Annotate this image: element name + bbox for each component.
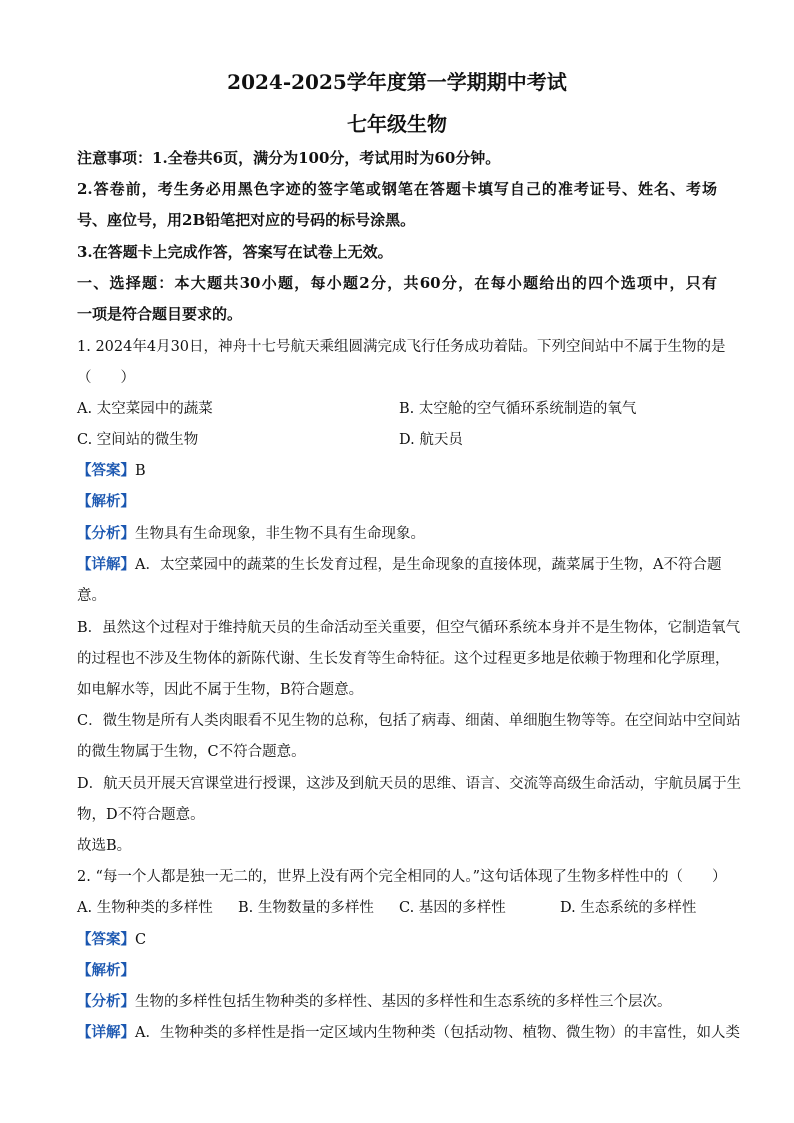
q2-answer	[77, 928, 717, 949]
answer-tag: 【答案】	[77, 931, 135, 948]
q1-stem-line-2: （ ）	[77, 370, 135, 386]
section-heading-line-1: 一、选择题：本大题共30小题，每小题2分，共60分，在每小题给出的四个选项中，只有	[77, 274, 717, 292]
q1-analysis-heading	[77, 490, 717, 511]
q2-option-c: C. 基因的多样性	[399, 900, 506, 916]
exam-subtitle: 七年级生物	[347, 112, 447, 136]
answer-value: C	[135, 932, 147, 948]
q1-detail-b-line-1: B．虽然这个过程对于维持航天员的生命活动至关重要，但空气循环系统本身并不是生物体，它制造氧气	[77, 620, 741, 636]
q2-option-b: B. 生物数量的多样性	[238, 900, 374, 916]
detail-a-text: A．太空菜园中的蔬菜的生长发育过程，是生命现象的直接体现，蔬菜属于生物，A不符合题	[135, 557, 722, 573]
note-3: 3.在答题卡上完成作答，答案写在试卷上无效。	[77, 243, 393, 261]
q1-detail-b-line-2: 的过程也不涉及生物体的新陈代谢、生长发育等生命特征。这个过程更多地是依赖于物理和化学原理，	[77, 651, 730, 667]
section-heading-line-2: 一项是符合题目要求的。	[77, 305, 243, 323]
q2-fenxi	[77, 990, 717, 1011]
q1-option-d: D. 航天员	[399, 432, 463, 448]
answer-value: B	[135, 463, 146, 479]
q1-detail-c-line-2: 的微生物属于生物，C不符合题意。	[77, 744, 306, 760]
q1-option-c: C. 空间站的微生物	[77, 432, 199, 448]
q1-detail-a-line-2: 意。	[77, 588, 106, 604]
q1-option-a: A. 太空菜园中的蔬菜	[77, 401, 213, 417]
fenxi-tag: 【分析】	[77, 993, 135, 1010]
q2-stem: 2. “每一个人都是独一无二的，世界上没有两个完全相同的人。”这句话体现了生物多样性中的（ ）	[77, 869, 727, 885]
q2-option-d: D. 生态系统的多样性	[560, 900, 697, 916]
q1-detail-b-line-3: 如电解水等，因此不属于生物，B符合题意。	[77, 682, 364, 698]
q1-detail-c-line-1: C．微生物是所有人类肉眼看不见生物的总称，包括了病毒、细菌、单细胞生物等等。在空间站中空间站	[77, 713, 741, 729]
q1-option-b: B. 太空舱的空气循环系统制造的氧气	[399, 401, 637, 417]
exam-title: 2024-2025学年度第一学期期中考试	[227, 70, 567, 94]
analysis-tag: 【解析】	[77, 493, 135, 510]
note-2-line-1: 2.答卷前，考生务必用黑色字迹的签字笔或钢笔在答题卡填写自己的准考证号、姓名、考场	[77, 180, 717, 198]
fenxi-text: 生物具有生命现象，非生物不具有生命现象。	[135, 526, 425, 542]
q1-fenxi	[77, 522, 717, 543]
analysis-tag: 【解析】	[77, 962, 135, 979]
xiangjie-tag: 【详解】	[77, 556, 135, 573]
q1-detail-d-line-2: 物，D不符合题意。	[77, 807, 205, 823]
fenxi-text: 生物的多样性包括生物种类的多样性、基因的多样性和生态系统的多样性三个层次。	[135, 994, 672, 1010]
fenxi-tag: 【分析】	[77, 525, 135, 542]
detail-a-text: A．生物种类的多样性是指一定区域内生物种类（包括动物、植物、微生物）的丰富性，如人类	[135, 1025, 740, 1041]
xiangjie-tag: 【详解】	[77, 1024, 135, 1041]
answer-tag: 【答案】	[77, 462, 135, 479]
q2-detail-a-line-1	[77, 1021, 740, 1042]
q2-option-a: A. 生物种类的多样性	[77, 900, 213, 916]
q1-conclusion: 故选B。	[77, 838, 132, 854]
note-1: 注意事项：1.全卷共6页，满分为100分，考试用时为60分钟。	[77, 149, 501, 167]
q1-detail-a-line-1	[77, 553, 722, 574]
q1-detail-d-line-1: D．航天员开展天宫课堂进行授课，这涉及到航天员的思维、语言、交流等高级生命活动，宇航员属于生	[77, 776, 742, 792]
note-2-line-2: 号、座位号，用2B铅笔把对应的号码的标号涂黑。	[77, 211, 416, 229]
q1-answer	[77, 459, 717, 480]
q2-analysis-heading	[77, 959, 717, 980]
q1-stem-line-1: 1. 2024年4月30日，神舟十七号航天乘组圆满完成飞行任务成功着陆。下列空间站中不属于生物的是	[77, 339, 726, 355]
